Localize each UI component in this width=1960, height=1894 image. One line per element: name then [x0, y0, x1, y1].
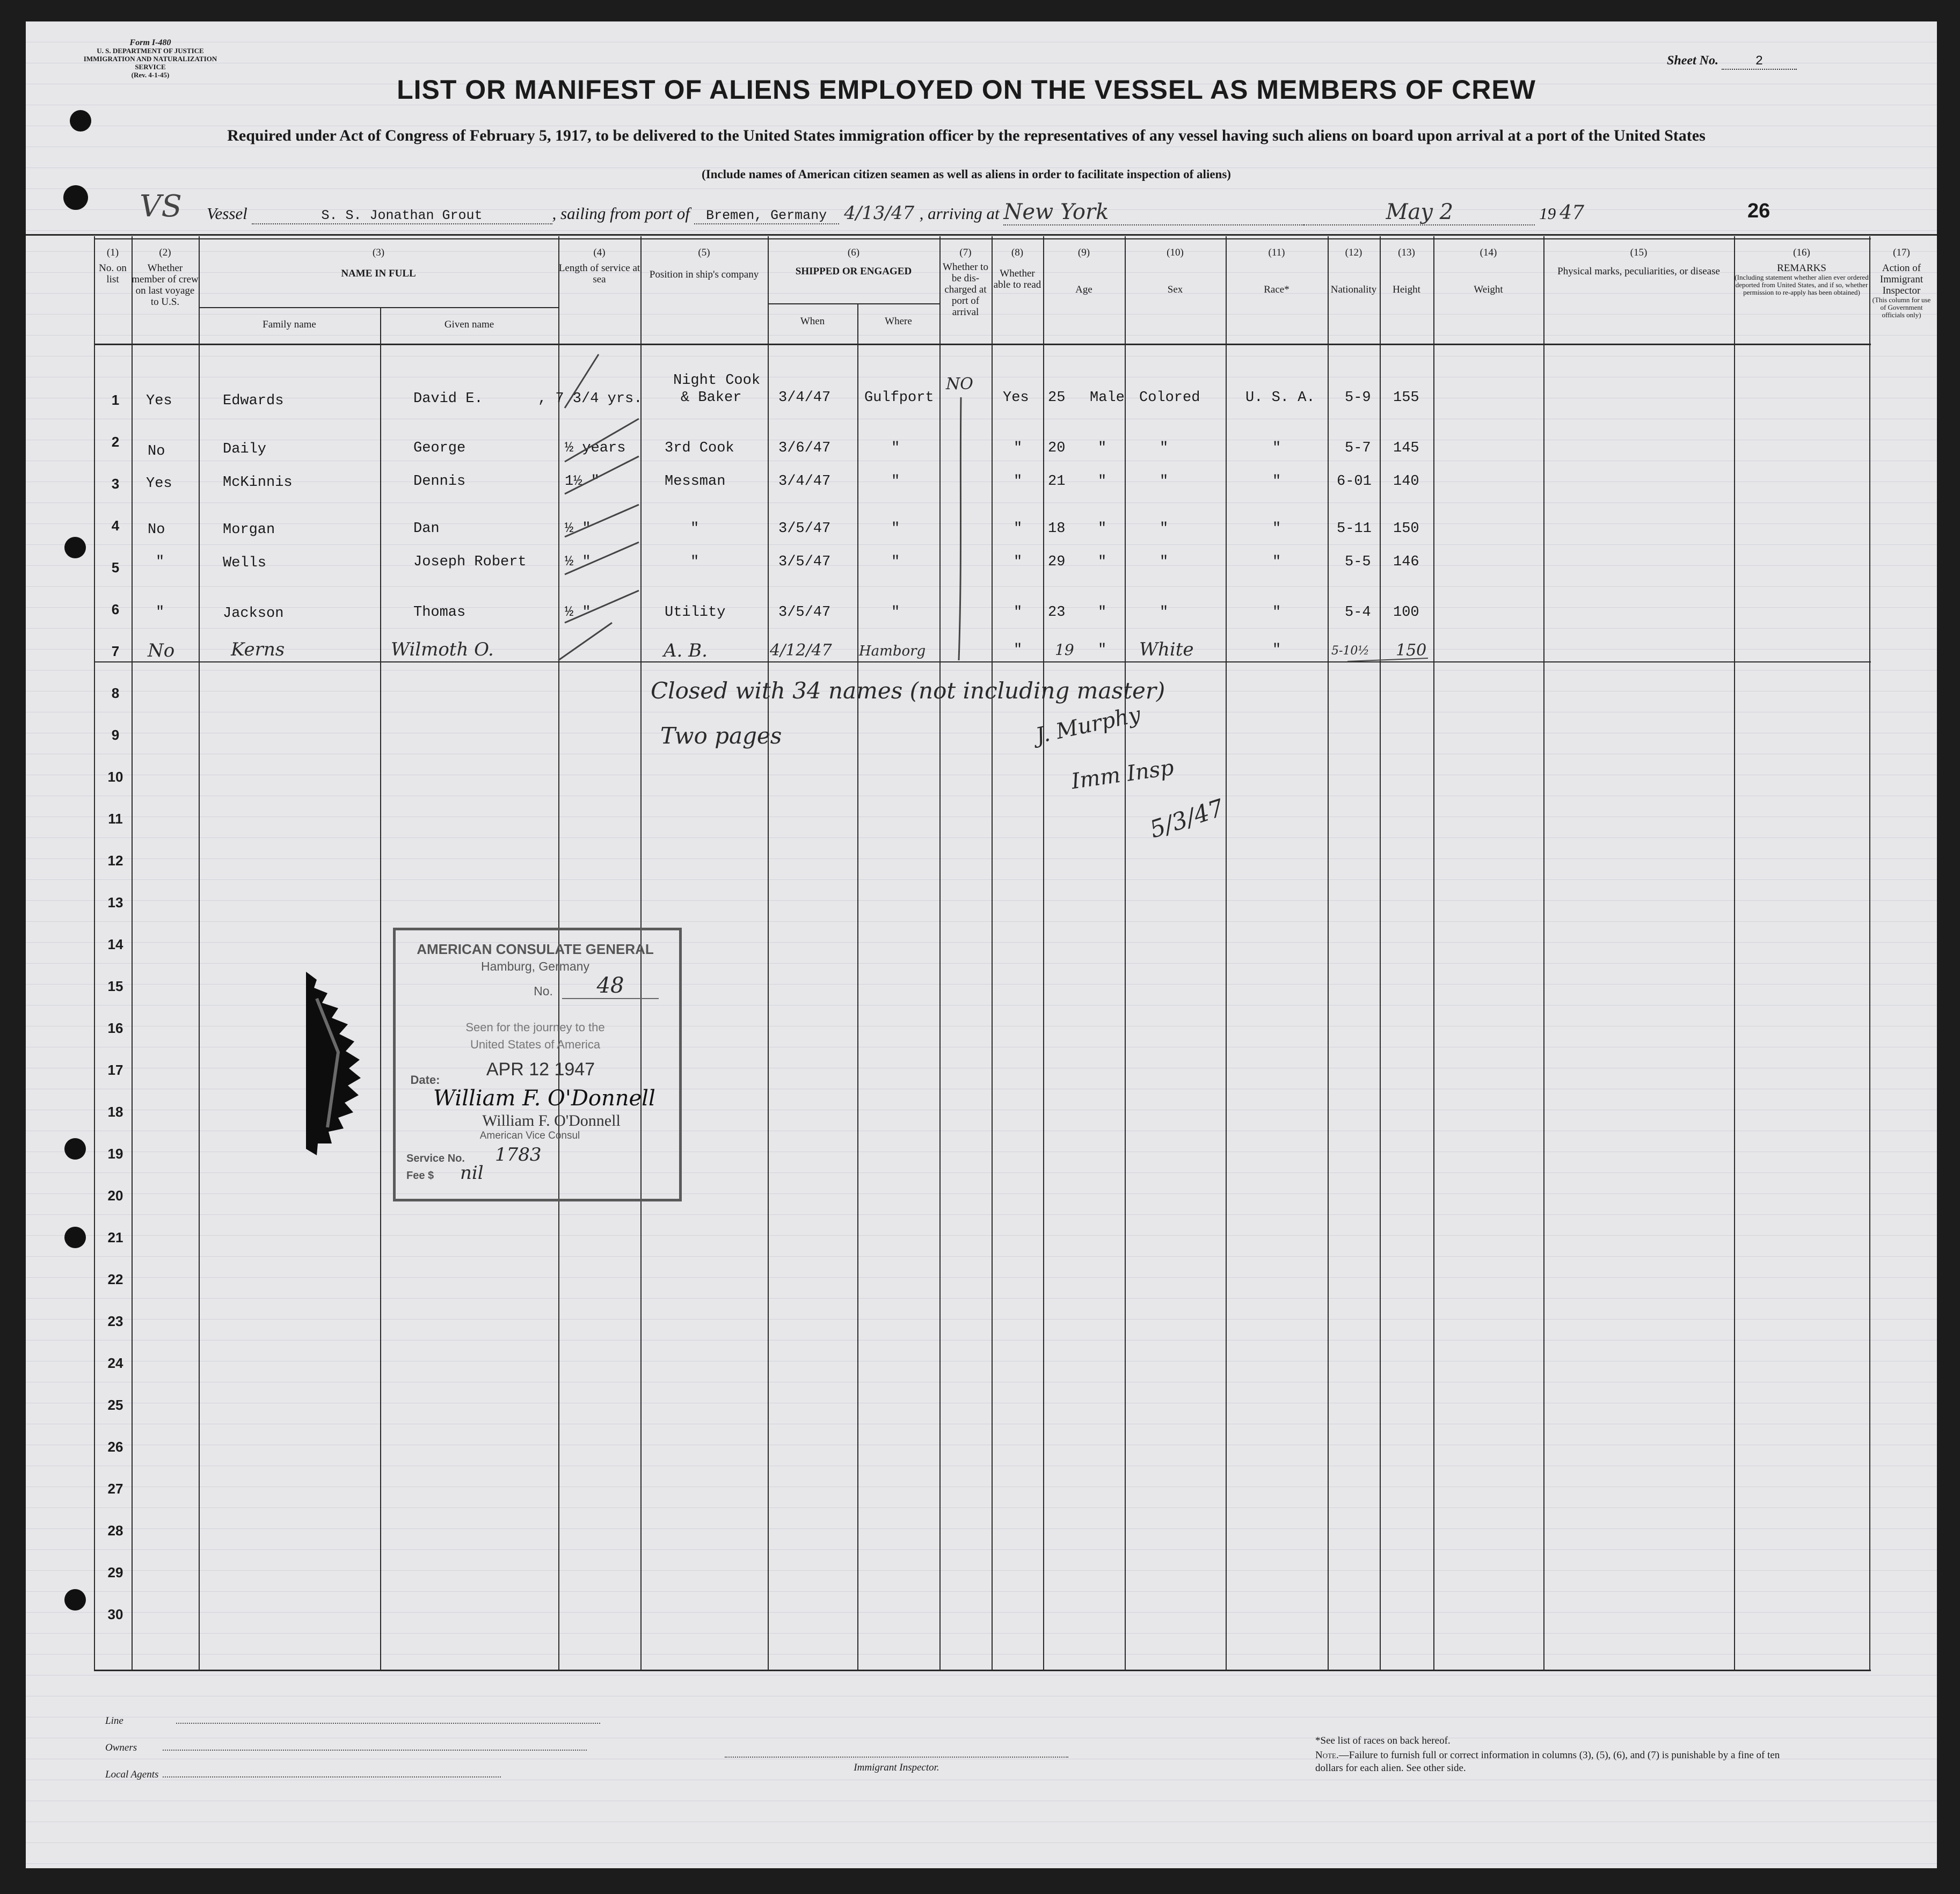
row-number: 15 — [107, 978, 123, 994]
fee-value: nil — [460, 1162, 484, 1184]
row-number: 3 — [111, 476, 120, 492]
row-number: 6 — [111, 601, 120, 617]
where-header: Where — [885, 316, 912, 327]
row-number: 21 — [107, 1229, 123, 1245]
department: U. S. DEPARTMENT OF JUSTICE — [97, 47, 204, 55]
row-number: 12 — [107, 853, 123, 869]
check-mark — [565, 354, 599, 408]
vessel-line: Vessel S. S. Jonathan Grout , sailing from port of Bremen, Germany 4/13/47 , arriving at New York May 2 19 47 — [207, 200, 1585, 224]
embossed-seal — [285, 966, 381, 1170]
row-number: 13 — [107, 894, 123, 910]
col-3-header: (3) NAME IN FULL — [341, 247, 416, 279]
inspector-title: Imm Insp — [1069, 755, 1176, 795]
col-6-header: (6) SHIPPED OR ENGAGED — [795, 247, 912, 277]
row-number: 4 — [111, 518, 120, 534]
races-note: *See list of races on back hereof. — [1315, 1735, 1451, 1746]
col-5-header: (5) Position in ship's company — [649, 247, 759, 280]
consul-signature: William F. O'Donnell — [433, 1086, 655, 1111]
row-number: 29 — [107, 1564, 123, 1580]
sailing-date: 4/13/47 — [844, 202, 915, 224]
row-number: 14 — [107, 936, 123, 952]
check-mark — [565, 456, 639, 494]
col-10-header: (10) Sex — [1167, 247, 1184, 295]
check-mark — [565, 505, 639, 537]
arrival-date: May 2 — [1304, 200, 1535, 225]
service: IMMIGRATION AND NATURALIZATION SERVICE — [83, 55, 217, 71]
row-number: 2 — [111, 434, 120, 450]
row-number: 16 — [107, 1020, 123, 1036]
inspector-initials: J. Murphy — [1033, 702, 1143, 749]
stamp-number: 48 — [562, 973, 659, 999]
sailing-port: Bremen, Germany — [694, 208, 839, 224]
row-number: 23 — [107, 1313, 123, 1329]
col-1-header: (1) No. on list — [99, 247, 127, 285]
immigrant-inspector-label: Immigrant Inspector. — [854, 1762, 939, 1773]
col-12-header: (12) Nationality — [1330, 247, 1377, 295]
row-number: 27 — [107, 1481, 123, 1497]
row-number: 22 — [107, 1271, 123, 1287]
page-title: LIST OR MANIFEST OF ALIENS EMPLOYED ON THE VESSEL AS MEMBERS OF CREW — [397, 75, 1536, 105]
stamp-title: AMERICAN CONSULATE GENERAL — [417, 941, 654, 957]
col-2-header: (2) Whether member of crew on last voyage to U.S. — [132, 247, 199, 308]
sheet-number: Sheet No. 2 — [1667, 54, 1797, 70]
revision: (Rev. 4-1-45) — [131, 71, 170, 79]
consul-title: American Vice Consul — [479, 1130, 580, 1141]
local-agents-label: Local Agents — [105, 1769, 501, 1781]
ditto-line — [959, 397, 961, 660]
col-16-header: (16) REMARKS (Including statement whether alien ever ordered deported from United States, and if so, whether permission to re-apply has been obtained) — [1735, 247, 1869, 296]
consul-name: William F. O'Donnell — [482, 1112, 621, 1130]
include-note: (Include names of American citizen seamen as well as aliens in order to facilitate inspection of aliens) — [702, 167, 1231, 181]
arrival-port: New York — [1003, 200, 1304, 225]
stamp-city: Hamburg, Germany — [481, 959, 589, 973]
col-4-header: (4) Length of service at sea — [558, 247, 640, 285]
col-9-header: (9) Age — [1075, 247, 1092, 295]
owners-label: Owners — [105, 1742, 587, 1754]
vessel-name: S. S. Jonathan Grout — [252, 208, 552, 224]
given-name-header: Given name — [444, 319, 494, 330]
row-number: 1 — [111, 392, 120, 408]
page-number: 26 — [1747, 200, 1770, 222]
closing-note: Closed with 34 names (not including master) — [651, 678, 1165, 704]
requirement-text: Required under Act of Congress of February 5, 1917, to be delivered to the United States immigration officer by the representatives of any vessel having such aliens on board upon arrival at a port of the United States — [227, 127, 1706, 144]
row-number: 28 — [107, 1523, 123, 1539]
closing-pages: Two pages — [660, 723, 782, 749]
row-number: 7 — [111, 643, 120, 659]
check-mark — [565, 542, 639, 574]
row-number: 30 — [107, 1606, 123, 1622]
row-number: 26 — [107, 1439, 123, 1455]
check-mark — [558, 623, 612, 660]
row-number: 19 — [107, 1146, 123, 1162]
row-number: 9 — [111, 727, 120, 743]
row-number: 8 — [111, 685, 120, 701]
penalty-note: Note.—Failure to furnish full or correct information in columns (3), (5), (6), and (7) is punishable by a fine of ten dollars for each alien. See other side. — [1315, 1750, 1780, 1774]
col-7-header: (7) Whether to be dis-charged at port of arrival — [943, 247, 988, 318]
col-14-header: (14) Weight — [1474, 247, 1503, 295]
consulate-stamp: AMERICAN CONSULATE GENERAL Hamburg, Germany No. 48 Seen for the journey to the United States of America Date: APR 12 1947 William F. O'Donnell William F. O'Donnell American Vice Consul Service No. 1783 Fee $ nil — [393, 928, 682, 1201]
row-number: 11 — [108, 811, 123, 827]
col-11-header: (11) Race* — [1264, 247, 1289, 295]
row-number: 17 — [107, 1062, 123, 1078]
margin-mark: VS — [140, 189, 182, 224]
stamp-date: APR 12 1947 — [486, 1059, 595, 1080]
row-number: 5 — [111, 559, 120, 576]
inspector-signature-line — [725, 1757, 1068, 1758]
row-number: 18 — [107, 1104, 123, 1120]
line-label: Line — [105, 1715, 600, 1727]
col-17-header: (17) Action of Immigrant Inspector (This column for use of Government officials only) — [1872, 247, 1931, 319]
check-mark — [565, 419, 639, 462]
row-number: 20 — [107, 1188, 123, 1204]
col-13-header: (13) Height — [1393, 247, 1420, 295]
row-number: 10 — [107, 769, 123, 785]
underline — [1347, 658, 1428, 661]
check-mark — [565, 591, 639, 623]
when-header: When — [800, 316, 825, 327]
service-number: 1783 — [495, 1144, 542, 1165]
col-8-header: (8) Whether able to read — [993, 247, 1041, 290]
inspection-date: 5/3/47 — [1146, 794, 1228, 844]
col-15-header: (15) Physical marks, peculiarities, or disease — [1557, 247, 1720, 277]
row-number: 25 — [107, 1397, 123, 1413]
row-number: 24 — [107, 1355, 123, 1371]
family-name-header: Family name — [263, 319, 316, 330]
form-number: Form I-480 — [129, 38, 171, 47]
